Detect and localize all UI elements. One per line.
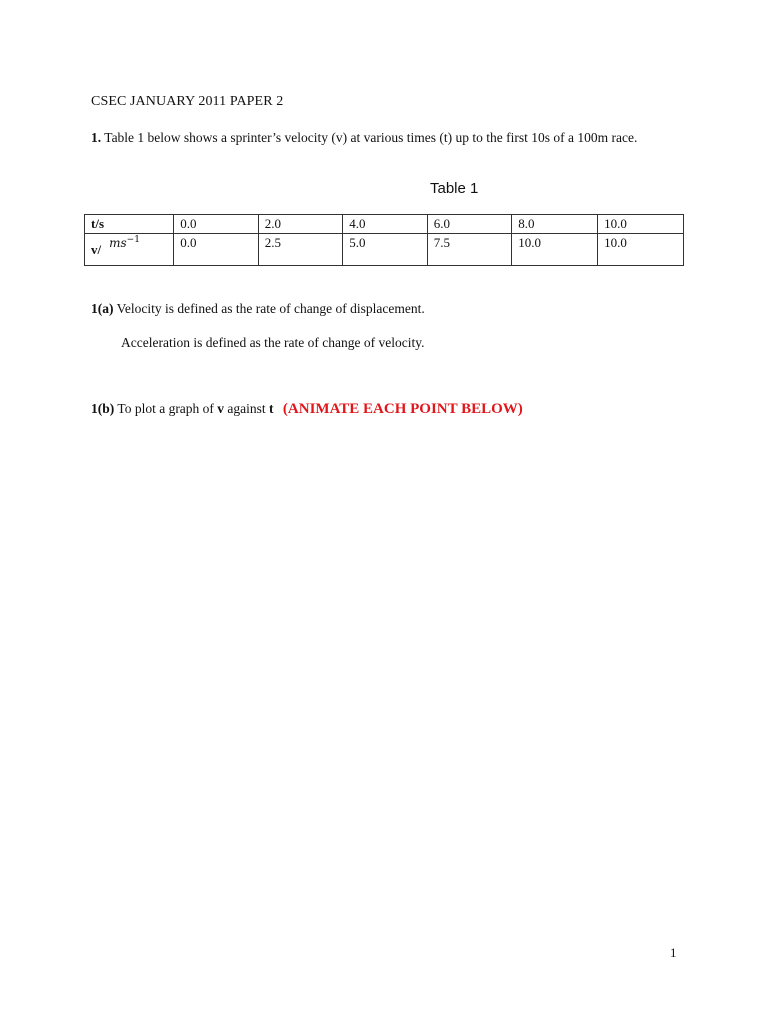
unit-base: ms xyxy=(109,236,127,250)
question-number: 1. xyxy=(91,130,102,145)
part-b-var-v: v xyxy=(217,401,225,416)
table-header-time: t/s xyxy=(85,215,174,234)
table-cell-velocity: 10.0 xyxy=(512,234,598,266)
page-number: 1 xyxy=(670,945,677,960)
table-cell-velocity: 5.0 xyxy=(343,234,428,266)
table-cell-velocity: 2.5 xyxy=(258,234,343,266)
table-header-velocity xyxy=(85,234,174,266)
part-b-var-t: t xyxy=(269,401,274,416)
part-a-line-1 xyxy=(91,301,425,317)
velocity-label: v/ xyxy=(91,242,102,257)
table-cell-velocity: 10.0 xyxy=(598,234,684,266)
table-cell-velocity: 0.0 xyxy=(174,234,259,266)
table-row-time xyxy=(85,215,684,234)
velocity-unit xyxy=(109,235,140,250)
part-a-line-2: Acceleration is defined as the rate of change of velocity. xyxy=(121,335,425,350)
velocity-time-table xyxy=(84,214,684,266)
question-1 xyxy=(91,128,691,148)
part-a-text-1: Velocity is defined as the rate of change of displacement. xyxy=(116,301,425,316)
part-b-line xyxy=(91,401,523,418)
table-cell-time: 0.0 xyxy=(174,215,259,234)
table-title: Table 1 xyxy=(430,180,479,197)
question-1-text: Table 1 below shows a sprinter’s velocity (v) at various times (t) up to the first 10s of a 100m race. xyxy=(104,130,638,145)
unit-exponent: −1 xyxy=(126,235,140,245)
table-cell-time: 10.0 xyxy=(598,215,684,234)
part-b-label: 1(b) xyxy=(91,401,115,416)
animate-instruction: (ANIMATE EACH POINT BELOW) xyxy=(282,401,523,417)
table-cell-time: 6.0 xyxy=(427,215,512,234)
part-b-text-before: To plot a graph of xyxy=(117,401,214,416)
table-cell-time: 4.0 xyxy=(343,215,428,234)
part-a-label: 1(a) xyxy=(91,301,114,316)
table-cell-time: 2.0 xyxy=(258,215,343,234)
part-b-text-mid: against xyxy=(227,401,266,416)
table-cell-time: 8.0 xyxy=(512,215,598,234)
paper-heading: CSEC JANUARY 2011 PAPER 2 xyxy=(91,94,284,109)
table-cell-velocity: 7.5 xyxy=(427,234,512,266)
table-row-velocity xyxy=(85,234,684,266)
